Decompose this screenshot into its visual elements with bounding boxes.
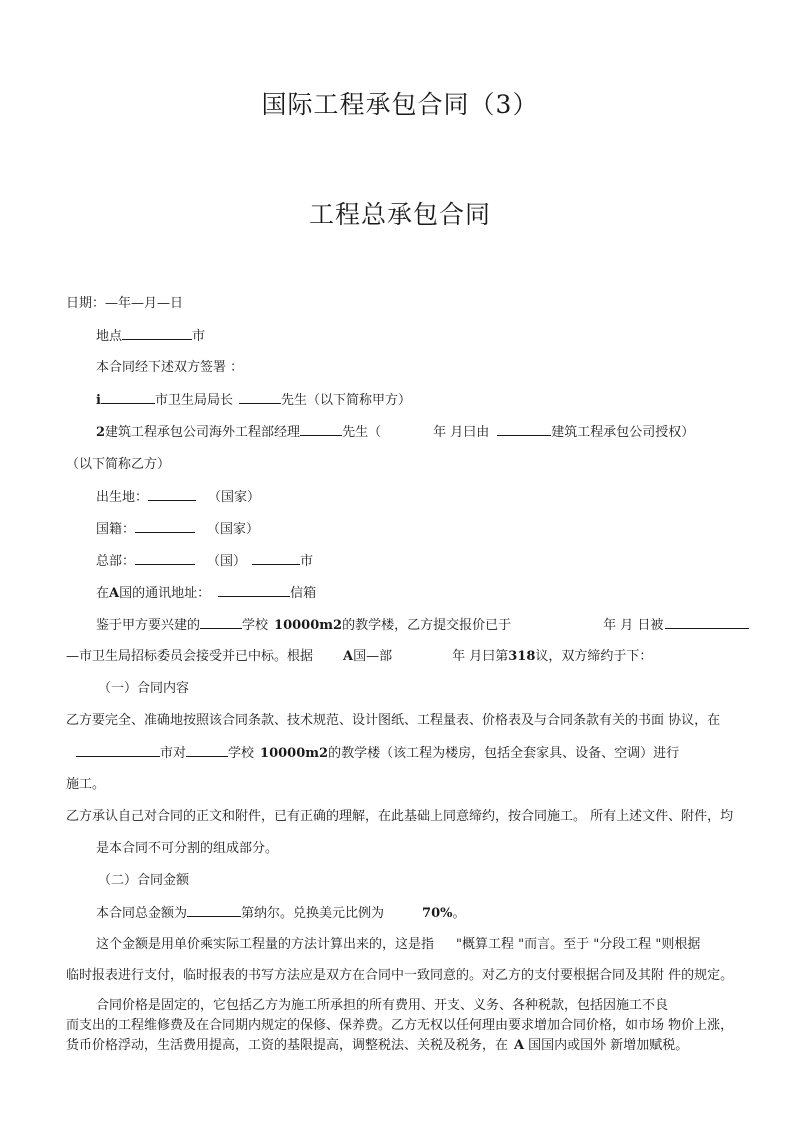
section-2-paragraph-6 [66,1038,688,1054]
section-1-paragraph-5: 是本合同不可分割的组成部分。 [96,841,279,856]
section-1-heading: （一）合同内容 [98,681,190,696]
section-1-paragraph-3: 施工。 [66,777,106,792]
s2-blank-amount [187,905,241,917]
s1-p2a: 市对 [160,746,187,761]
whereas-line-1 [96,617,749,634]
whereas-line-2 [66,649,652,665]
place-line [96,328,205,345]
party-b-blank-company [497,424,551,436]
party-a-line [96,392,411,409]
whereas-2b: A [343,649,354,664]
section-1-paragraph-1: 乙方要完全、准确地按照该合同条款、技术规范、设计图纸、工程量表、价格表及与合同条款有关的书面 协议，在 [66,713,721,728]
s2-p2a: 这个金额是用单价乘实际工程量的方法计算出来的，这是指 [96,937,435,952]
birthplace-suffix: （国家） [208,490,261,505]
s2-p6c: 国国内或国外 新增加赋税。 [528,1038,689,1053]
address-suffix: 信箱 [290,586,317,601]
nationality-blank [135,521,195,533]
whereas-2c: 国—部 [353,649,393,664]
place-label: 地点 [96,329,123,344]
whereas-blank-school [200,617,242,629]
s2-p6b: A [514,1038,525,1053]
nationality-line [96,521,259,538]
place-suffix: 市 [192,329,206,344]
party-b-blank-name [300,424,342,436]
nationality-suffix: （国家） [207,522,260,537]
section-2-paragraph-3: 临时报表进行支付，临时报表的书写方法应是双方在合同中一致同意的。对乙方的支付要根据合同及其附 件的规定。 [66,968,734,983]
section-2-paragraph-4: 合同价格是固定的，它包括乙方为施工所承担的所有费用、开支、义务、各种税款，包括因施工不良 [96,998,669,1013]
birthplace-line [96,489,260,506]
headquarters-blank-2 [252,553,300,565]
address-label: 国的通讯地址： [119,586,211,601]
whereas-1b: 学校 [242,618,269,633]
whereas-2e: 318 [508,649,536,664]
party-b-number: 2 [96,425,106,440]
s2-p2b: "概算工程 "而言。至于 "分段工程 "则根据 [456,937,701,952]
s2-p1a: 本合同总金额为 [96,906,188,921]
s1-p2d: 的教学楼（该工程为楼房，包括全套家具、设备、空调）进行 [328,746,680,761]
party-b-alias: （以下简称乙方） [66,457,171,472]
birthplace-label: 出生地： [96,490,149,505]
s1-p2c: 10000m2 [260,746,329,761]
headquarters-label: 总部： [96,554,136,569]
document-subtitle: 工程总承包合同 [308,200,491,229]
s2-p6a: 货币价格浮动，生活费用提高，工资的基限提高，调整税法、关税及税务，在 [66,1038,509,1053]
section-2-heading: （二）合同金额 [98,873,190,888]
birthplace-blank [148,489,196,501]
whereas-2f: 议，双方缔约于下： [535,649,653,664]
headquarters-blank-1 [135,553,195,565]
party-a-title: 市卫生局局长 [154,393,233,408]
s1-p2b: 学校 [228,746,255,761]
party-b-authorization: 建筑工程承包公司授权） [551,425,695,440]
place-blank [122,328,192,340]
signing-line: 本合同经下述双方签署 ： [96,360,244,375]
section-2-amount-line [96,905,466,922]
address-line [96,585,316,602]
party-b-mid: 先生（ [342,425,382,440]
whereas-blank-by [665,617,749,629]
party-b-line [96,424,694,441]
whereas-1e: 年 月 日被 [603,618,664,633]
party-b-date: 年 月曰由 [433,425,490,440]
whereas-1d: 的教学楼，乙方提交报价已于 [342,618,512,633]
party-a-alias: 先生（以下简称甲方） [280,393,411,408]
address-blank [218,585,290,597]
document-title: 国际工程承包合同（3） [261,90,539,119]
nationality-label: 国籍： [96,522,136,537]
whereas-2d: 年 月曰第 [452,649,509,664]
party-b-title: 建筑工程承包公司海外工程部经理 [105,425,301,440]
whereas-2a: —市卫生局招标委员会接受并已中标。根据 [66,649,314,664]
whereas-1c: 10000m2 [274,618,343,633]
address-country-a: A [109,586,120,601]
headquarters-suffix: 市 [300,554,314,569]
date-line: 日期：—年—月—日 [66,296,184,311]
headquarters-line [96,553,313,570]
headquarters-country: （国） [207,554,247,569]
s2-p1d: 。 [452,906,466,921]
section-2-paragraph-5: 而支出的工程维修费及在合同期内规定的保修、保养费。乙方无权以任何理由要求增加合同价格，如市场 物价上涨， [66,1018,734,1033]
s1-blank-city [76,745,160,757]
party-a-number: i [96,393,101,408]
section-1-paragraph-2 [76,745,679,762]
whereas-1a: 鉴于甲方要兴建的 [96,618,201,633]
section-2-paragraph-2 [96,937,700,953]
s1-blank-school [186,745,228,757]
section-1-paragraph-4: 乙方承认自己对合同的正文和附件，已有正确的理解，在此基础上同意缔约，按合同施工。 所有上述文件、附件，均 [66,809,734,824]
party-a-blank-city [101,392,155,404]
party-a-blank-name [239,392,281,404]
s2-p1c: 70% [422,906,453,921]
s2-p1b: 第纳尔。兑换美元比例为 [241,906,385,921]
address-prefix: 在 [96,586,110,601]
